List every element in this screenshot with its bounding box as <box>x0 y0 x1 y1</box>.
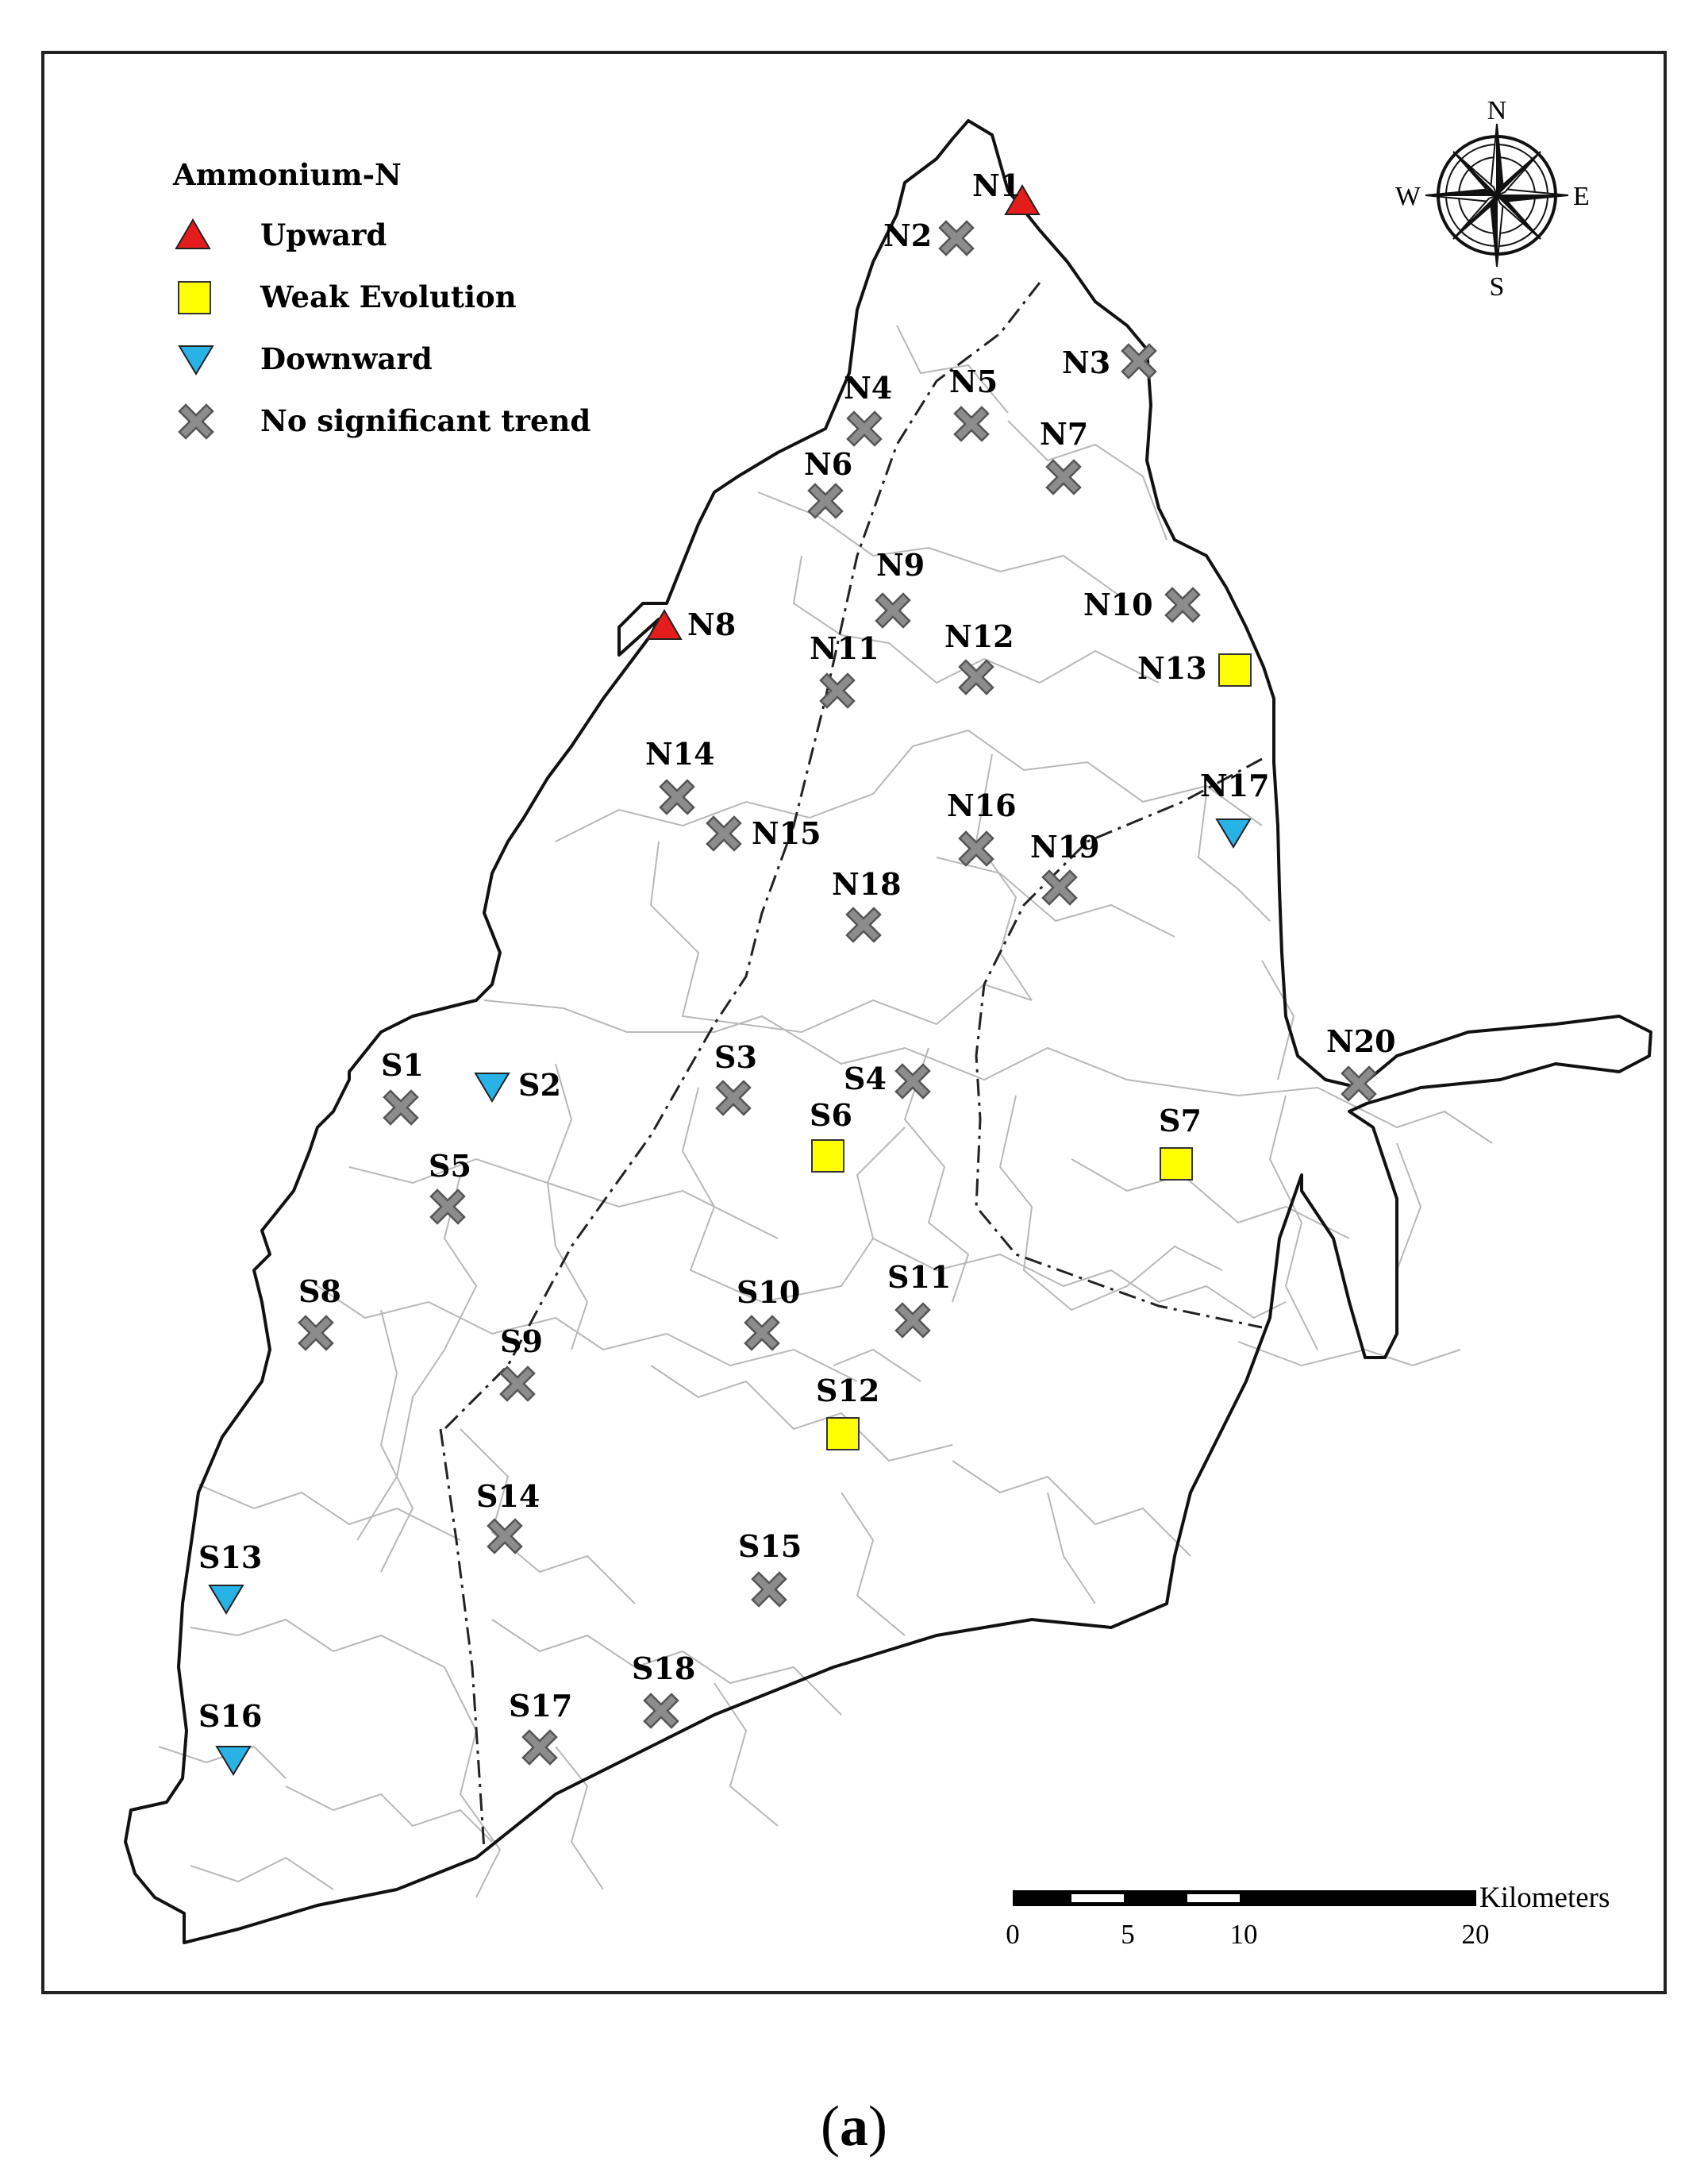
station-label: N7 <box>1040 416 1089 452</box>
station-label: N19 <box>1030 829 1100 865</box>
station-label: N12 <box>944 618 1014 654</box>
station-label: N20 <box>1326 1023 1396 1059</box>
figure-caption: (a) <box>821 2094 887 2158</box>
station-label: N8 <box>687 607 737 642</box>
station-label: S5 <box>429 1148 471 1184</box>
station-label: S9 <box>500 1323 543 1359</box>
station-n13 <box>1137 650 1251 686</box>
legend-title: Ammonium-N <box>173 157 402 192</box>
station-marker-weak <box>812 1140 844 1172</box>
station-label: S18 <box>632 1651 696 1686</box>
legend-label-weak: Weak Evolution <box>260 279 517 314</box>
station-label: N1 <box>972 168 1021 203</box>
station-label: N17 <box>1200 768 1270 803</box>
station-label: S7 <box>1159 1103 1202 1138</box>
station-label: S16 <box>198 1698 263 1734</box>
legend-label-none: No significant trend <box>260 403 591 438</box>
station-label: N10 <box>1083 587 1153 622</box>
station-label: N9 <box>876 547 925 583</box>
station-label: S17 <box>509 1688 573 1724</box>
station-label: N6 <box>804 446 853 482</box>
station-label: S10 <box>737 1274 801 1310</box>
station-label: N15 <box>752 815 821 851</box>
station-label: N13 <box>1137 650 1207 686</box>
station-label: S14 <box>476 1478 540 1514</box>
station-label: S8 <box>298 1273 341 1309</box>
station-marker-weak <box>1160 1148 1192 1180</box>
compass-s: S <box>1489 272 1505 302</box>
station-label: N18 <box>832 866 902 902</box>
station-label: S4 <box>844 1061 887 1096</box>
caption-letter: a <box>840 2094 868 2158</box>
station-label: N4 <box>844 370 893 406</box>
compass-w: W <box>1394 182 1421 211</box>
station-label: N16 <box>947 788 1017 823</box>
station-label: S2 <box>518 1067 561 1103</box>
scale-tick-10: 10 <box>1229 1919 1258 1950</box>
station-label: S1 <box>381 1047 424 1083</box>
legend-weak-symbol <box>179 282 210 314</box>
station-label: S12 <box>816 1373 880 1408</box>
station-label: S6 <box>810 1097 852 1133</box>
station-label: S3 <box>714 1039 757 1075</box>
station-marker-weak <box>827 1418 859 1450</box>
station-label: N2 <box>883 218 933 253</box>
station-label: N3 <box>1062 345 1111 380</box>
station-label: S15 <box>738 1528 802 1564</box>
scale-tick-0: 0 <box>1006 1919 1020 1950</box>
station-marker-weak <box>1219 654 1251 686</box>
legend-label-upward: Upward <box>260 218 387 252</box>
station-label: N11 <box>810 630 879 666</box>
scale-tick-20: 20 <box>1461 1919 1490 1950</box>
station-label: S11 <box>887 1259 952 1295</box>
scale-tick-5: 5 <box>1121 1919 1135 1950</box>
compass-n: N <box>1487 96 1507 125</box>
scale-unit: Kilometers <box>1479 1882 1610 1914</box>
station-label: N5 <box>949 364 998 399</box>
legend-label-downward: Downward <box>260 341 433 376</box>
compass-e: E <box>1573 182 1590 211</box>
station-label: N14 <box>645 736 715 772</box>
station-label: S13 <box>198 1539 263 1575</box>
